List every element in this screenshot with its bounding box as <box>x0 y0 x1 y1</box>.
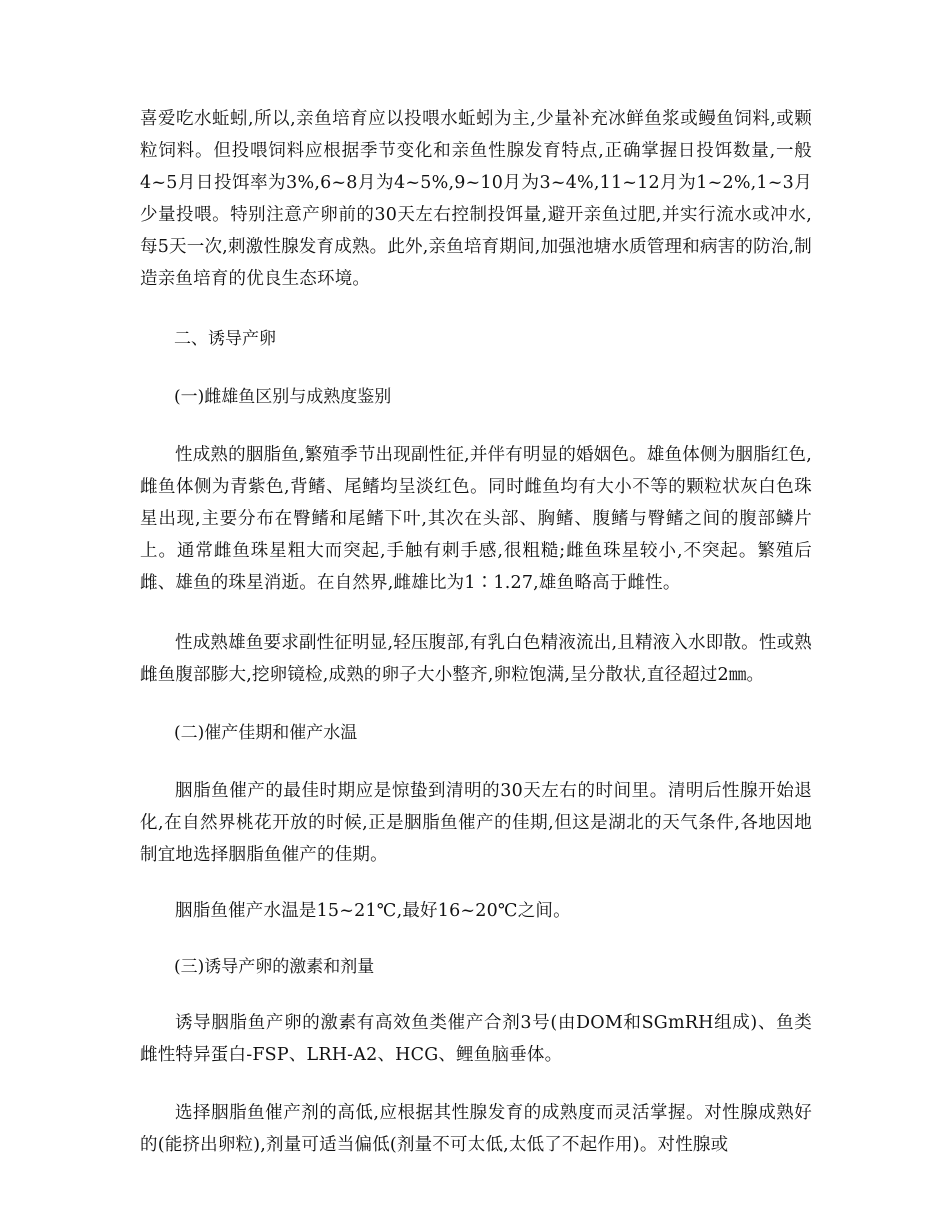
paragraph-hormone-list: 诱导胭脂鱼产卵的激素有高效鱼类催产合剂3号(由DOM和SGmRH组成)、鱼类雌性特异蛋白-FSP、LRH-A2、HCG、鲤鱼脑垂体。 <box>140 1013 812 1065</box>
spacer <box>140 599 812 627</box>
section-heading-induced-spawning: 二、诱导产卵 <box>174 329 276 349</box>
spacer <box>140 871 812 895</box>
spacer <box>140 749 812 775</box>
paragraph-best-period: 胭脂鱼催产的最佳时期应是惊蛰到清明的30天左右的时间里。清明后性腺开始退化,在自然界桃花开放的时候,正是胭脂鱼催产的佳期,但这是湖北的天气条件,各地因地制宜地选择胭脂鱼催产的佳期。 <box>140 781 812 865</box>
spacer <box>140 983 812 1007</box>
spacer <box>140 691 812 717</box>
paragraph-dosage: 选择胭脂鱼催产剂的高低,应根据其性腺发育的成熟度而灵活掌握。对性腺成熟好的(能挤出卵粒),剂量可适当偏低(剂量不可太低,太低了不起作用)。对性腺或 <box>140 1103 812 1155</box>
paragraph-water-temperature: 胭脂鱼催产水温是15~21℃,最好16~20℃之间。 <box>175 901 571 921</box>
spacer <box>140 927 812 951</box>
document-page <box>140 103 812 1161</box>
spacer <box>140 1071 812 1097</box>
paragraph-maturity-check: 性成熟雄鱼要求副性征明显,轻压腹部,有乳白色精液流出,且精液入水即散。性或熟雌鱼腹部膨大,挖卵镜检,成熟的卵子大小整齐,卵粒饱满,呈分散状,直径超过2㎜。 <box>140 633 812 685</box>
spacer <box>140 355 812 381</box>
spacer <box>140 295 812 323</box>
subsection-heading-spawning-period: (二)催产佳期和催产水温 <box>174 723 358 743</box>
paragraph-sex-characteristics: 性成熟的胭脂鱼,繁殖季节出现副性征,并伴有明显的婚姻色。雄鱼体侧为胭脂红色,雌鱼体侧为青紫色,背鳍、尾鳍均呈淡红色。同时雌鱼均有大小不等的颗粒状灰白色珠星出现,主要分布在臀鳍和尾鳍下叶,其次在头部、胸鳍、腹鳍与臀鳍之间的腹部鳞片上。通常雌鱼珠星粗大而突起,手触有刺手感,很粗糙;雌鱼珠星较小,不突起。繁殖后雌、雄鱼的珠星消逝。在自然界,雌雄比为1∶1.27,雄鱼略高于雌性。 <box>140 445 812 593</box>
subsection-heading-hormones: (三)诱导产卵的激素和剂量 <box>174 957 375 977</box>
subsection-heading-sex-identification: (一)雌雄鱼区别与成熟度鉴别 <box>174 387 392 407</box>
spacer <box>140 413 812 439</box>
paragraph-intro: 喜爱吃水蚯蚓,所以,亲鱼培育应以投喂水蚯蚓为主,少量补充冰鲜鱼浆或鳗鱼饲料,或颗粒饲料。但投喂饲料应根据季节变化和亲鱼性腺发育特点,正确掌握日投饵数量,一般4~5月日投饵率为3%,6~8月为4~5%,9~10月为3~4%,11~12月为1~2%,1~3月少量投喂。特别注意产卵前的30天左右控制投饵量,避开亲鱼过肥,并实行流水或冲水,每5天一次,刺激性腺发育成熟。此外,亲鱼培育期间,加强池塘水质管理和病害的防治,制造亲鱼培育的优良生态环境。 <box>140 109 812 289</box>
